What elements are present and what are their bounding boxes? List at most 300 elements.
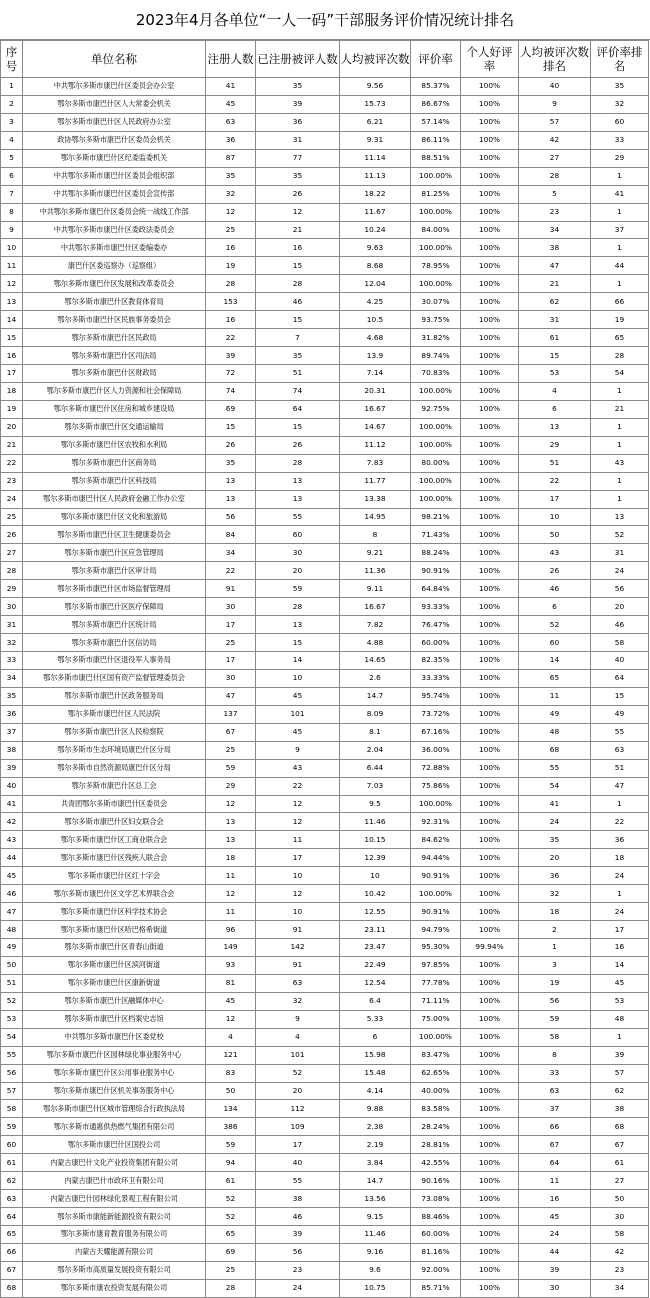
cell-registered-rated: 46 bbox=[256, 293, 340, 311]
cell-registered-rated: 13 bbox=[256, 616, 340, 634]
cell-positive-rate: 100% bbox=[461, 705, 519, 723]
cell-positive-rate: 100% bbox=[461, 1172, 519, 1190]
cell-positive-rate: 100% bbox=[461, 239, 519, 257]
cell-avg-ratings: 10 bbox=[340, 867, 411, 885]
table-row bbox=[1, 221, 649, 239]
cell-rating-rate: 42.55% bbox=[411, 1154, 461, 1172]
cell-avg-ratings-rank: 53 bbox=[519, 365, 591, 383]
cell-positive-rate: 100% bbox=[461, 526, 519, 544]
cell-avg-ratings-rank: 52 bbox=[519, 616, 591, 634]
cell-registered-rated: 15 bbox=[256, 257, 340, 275]
cell-avg-ratings-rank: 46 bbox=[519, 580, 591, 598]
cell-rating-rate: 70.83% bbox=[411, 365, 461, 383]
cell-avg-ratings-rank: 13 bbox=[519, 418, 591, 436]
cell-unit-name: 鄂尔多斯市康能新能源投资有限公司 bbox=[23, 1208, 206, 1226]
cell-registered: 34 bbox=[206, 544, 256, 562]
table-row bbox=[1, 95, 649, 113]
cell-rating-rate: 86.11% bbox=[411, 131, 461, 149]
cell-rating-rate-rank: 18 bbox=[591, 849, 649, 867]
cell-avg-ratings: 3.84 bbox=[340, 1154, 411, 1172]
cell-rating-rate-rank: 39 bbox=[591, 1046, 649, 1064]
cell-unit-name: 鄂尔多斯市康巴什区总工会 bbox=[23, 777, 206, 795]
header-row bbox=[1, 41, 649, 78]
cell-registered: 50 bbox=[206, 1082, 256, 1100]
table-row bbox=[1, 1010, 649, 1028]
cell-rating-rate-rank: 52 bbox=[591, 526, 649, 544]
cell-unit-name: 鄂尔多斯市康巴什区人大常委会机关 bbox=[23, 95, 206, 113]
table-row bbox=[1, 867, 649, 885]
cell-registered-rated: 52 bbox=[256, 1064, 340, 1082]
cell-registered: 65 bbox=[206, 1226, 256, 1244]
table-row bbox=[1, 472, 649, 490]
cell-rating-rate-rank: 1 bbox=[591, 167, 649, 185]
cell-index: 22 bbox=[1, 454, 23, 472]
cell-avg-ratings-rank: 59 bbox=[519, 1010, 591, 1028]
cell-registered: 30 bbox=[206, 598, 256, 616]
cell-index: 9 bbox=[1, 221, 23, 239]
cell-index: 21 bbox=[1, 436, 23, 454]
cell-positive-rate: 100% bbox=[461, 1261, 519, 1279]
cell-avg-ratings-rank: 23 bbox=[519, 203, 591, 221]
cell-positive-rate: 100% bbox=[461, 687, 519, 705]
table-row bbox=[1, 185, 649, 203]
table-row bbox=[1, 1208, 649, 1226]
cell-avg-ratings-rank: 29 bbox=[519, 436, 591, 454]
table-row bbox=[1, 885, 649, 903]
cell-registered-rated: 17 bbox=[256, 1136, 340, 1154]
cell-rating-rate: 93.75% bbox=[411, 311, 461, 329]
cell-rating-rate: 85.71% bbox=[411, 1279, 461, 1297]
cell-index: 1 bbox=[1, 78, 23, 96]
cell-registered-rated: 12 bbox=[256, 203, 340, 221]
cell-positive-rate: 100% bbox=[461, 1064, 519, 1082]
cell-avg-ratings-rank: 62 bbox=[519, 293, 591, 311]
cell-avg-ratings: 10.42 bbox=[340, 885, 411, 903]
table-row bbox=[1, 562, 649, 580]
cell-positive-rate: 100% bbox=[461, 669, 519, 687]
cell-rating-rate-rank: 50 bbox=[591, 1190, 649, 1208]
cell-index: 65 bbox=[1, 1226, 23, 1244]
cell-registered-rated: 74 bbox=[256, 382, 340, 400]
cell-index: 35 bbox=[1, 687, 23, 705]
cell-rating-rate: 72.88% bbox=[411, 759, 461, 777]
cell-index: 27 bbox=[1, 544, 23, 562]
cell-avg-ratings-rank: 49 bbox=[519, 705, 591, 723]
cell-index: 6 bbox=[1, 167, 23, 185]
cell-rating-rate-rank: 1 bbox=[591, 239, 649, 257]
header-avg-ratings-rank: 人均被评次数排名 bbox=[519, 41, 591, 78]
cell-positive-rate: 100% bbox=[461, 849, 519, 867]
cell-registered-rated: 38 bbox=[256, 1190, 340, 1208]
cell-avg-ratings-rank: 11 bbox=[519, 687, 591, 705]
cell-positive-rate: 100% bbox=[461, 382, 519, 400]
cell-rating-rate-rank: 41 bbox=[591, 185, 649, 203]
table-row bbox=[1, 921, 649, 939]
table-row bbox=[1, 239, 649, 257]
cell-rating-rate-rank: 57 bbox=[591, 1064, 649, 1082]
cell-index: 57 bbox=[1, 1082, 23, 1100]
cell-positive-rate: 100% bbox=[461, 759, 519, 777]
cell-index: 4 bbox=[1, 131, 23, 149]
cell-avg-ratings: 9.6 bbox=[340, 1261, 411, 1279]
table-row bbox=[1, 813, 649, 831]
cell-unit-name: 鄂尔多斯市康巴什区市场监督管理局 bbox=[23, 580, 206, 598]
cell-positive-rate: 100% bbox=[461, 347, 519, 365]
cell-registered-rated: 4 bbox=[256, 1028, 340, 1046]
header-registered: 注册人数 bbox=[206, 41, 256, 78]
cell-registered: 16 bbox=[206, 239, 256, 257]
cell-registered: 69 bbox=[206, 1243, 256, 1261]
cell-avg-ratings: 15.48 bbox=[340, 1064, 411, 1082]
cell-unit-name: 鄂尔多斯市康巴什区哈巴格希街道 bbox=[23, 921, 206, 939]
cell-registered-rated: 51 bbox=[256, 365, 340, 383]
cell-rating-rate-rank: 63 bbox=[591, 741, 649, 759]
cell-avg-ratings-rank: 32 bbox=[519, 885, 591, 903]
cell-avg-ratings: 2.38 bbox=[340, 1118, 411, 1136]
cell-unit-name: 鄂尔多斯市康巴什区教育体育局 bbox=[23, 293, 206, 311]
cell-rating-rate: 88.51% bbox=[411, 149, 461, 167]
cell-index: 47 bbox=[1, 903, 23, 921]
cell-positive-rate: 100% bbox=[461, 1136, 519, 1154]
cell-avg-ratings: 9.88 bbox=[340, 1100, 411, 1118]
cell-index: 8 bbox=[1, 203, 23, 221]
cell-avg-ratings: 8.09 bbox=[340, 705, 411, 723]
cell-rating-rate-rank: 68 bbox=[591, 1118, 649, 1136]
cell-registered: 29 bbox=[206, 777, 256, 795]
cell-index: 56 bbox=[1, 1064, 23, 1082]
cell-unit-name: 鄂尔多斯市康巴什区滨河街道 bbox=[23, 956, 206, 974]
sheet-title: 2023年4月各单位“一人一码”干部服务评价情况统计排名 bbox=[0, 0, 650, 40]
cell-avg-ratings-rank: 43 bbox=[519, 544, 591, 562]
cell-avg-ratings: 7.03 bbox=[340, 777, 411, 795]
cell-avg-ratings-rank: 37 bbox=[519, 1100, 591, 1118]
cell-registered-rated: 59 bbox=[256, 580, 340, 598]
table-row bbox=[1, 347, 649, 365]
cell-rating-rate: 100.00% bbox=[411, 885, 461, 903]
table-row bbox=[1, 382, 649, 400]
cell-avg-ratings-rank: 58 bbox=[519, 1028, 591, 1046]
cell-avg-ratings-rank: 56 bbox=[519, 992, 591, 1010]
table-row bbox=[1, 777, 649, 795]
cell-positive-rate: 100% bbox=[461, 365, 519, 383]
cell-registered-rated: 23 bbox=[256, 1261, 340, 1279]
cell-avg-ratings: 12.55 bbox=[340, 903, 411, 921]
cell-unit-name: 鄂尔多斯市康巴什区档案史志馆 bbox=[23, 1010, 206, 1028]
cell-registered-rated: 35 bbox=[256, 347, 340, 365]
cell-avg-ratings-rank: 10 bbox=[519, 508, 591, 526]
cell-unit-name: 鄂尔多斯市康巴什区民族事务委员会 bbox=[23, 311, 206, 329]
cell-rating-rate-rank: 67 bbox=[591, 1136, 649, 1154]
cell-unit-name: 中共鄂尔多斯市康巴什区委员会组织部 bbox=[23, 167, 206, 185]
cell-avg-ratings: 11.67 bbox=[340, 203, 411, 221]
cell-rating-rate: 90.91% bbox=[411, 867, 461, 885]
table-row bbox=[1, 1118, 649, 1136]
cell-avg-ratings-rank: 6 bbox=[519, 400, 591, 418]
cell-positive-rate: 100% bbox=[461, 598, 519, 616]
table-row bbox=[1, 992, 649, 1010]
cell-unit-name: 鄂尔多斯市生态环境局康巴什区分局 bbox=[23, 741, 206, 759]
cell-registered: 11 bbox=[206, 867, 256, 885]
cell-rating-rate: 84.00% bbox=[411, 221, 461, 239]
cell-rating-rate-rank: 1 bbox=[591, 203, 649, 221]
cell-positive-rate: 100% bbox=[461, 992, 519, 1010]
cell-rating-rate: 78.95% bbox=[411, 257, 461, 275]
cell-registered-rated: 56 bbox=[256, 1243, 340, 1261]
cell-registered: 13 bbox=[206, 472, 256, 490]
cell-registered: 16 bbox=[206, 311, 256, 329]
cell-index: 63 bbox=[1, 1190, 23, 1208]
cell-registered-rated: 9 bbox=[256, 741, 340, 759]
cell-rating-rate-rank: 40 bbox=[591, 652, 649, 670]
cell-avg-ratings: 11.46 bbox=[340, 1226, 411, 1244]
cell-positive-rate: 100% bbox=[461, 508, 519, 526]
cell-unit-name: 鄂尔多斯市康巴什区应急管理局 bbox=[23, 544, 206, 562]
cell-avg-ratings: 4.25 bbox=[340, 293, 411, 311]
cell-rating-rate-rank: 42 bbox=[591, 1243, 649, 1261]
cell-positive-rate: 100% bbox=[461, 472, 519, 490]
cell-index: 66 bbox=[1, 1243, 23, 1261]
cell-registered-rated: 24 bbox=[256, 1279, 340, 1297]
cell-rating-rate-rank: 58 bbox=[591, 634, 649, 652]
cell-avg-ratings: 14.7 bbox=[340, 687, 411, 705]
cell-rating-rate: 30.07% bbox=[411, 293, 461, 311]
cell-index: 33 bbox=[1, 652, 23, 670]
cell-unit-name: 内蒙古天耀能源有限公司 bbox=[23, 1243, 206, 1261]
cell-avg-ratings-rank: 30 bbox=[519, 1279, 591, 1297]
cell-avg-ratings: 9.56 bbox=[340, 78, 411, 96]
cell-rating-rate: 88.46% bbox=[411, 1208, 461, 1226]
cell-avg-ratings-rank: 14 bbox=[519, 652, 591, 670]
cell-unit-name: 鄂尔多斯市康巴什区卫生健康委员会 bbox=[23, 526, 206, 544]
ranking-table bbox=[0, 40, 649, 1298]
cell-rating-rate-rank: 48 bbox=[591, 1010, 649, 1028]
table-body bbox=[1, 78, 649, 1298]
cell-avg-ratings: 6.4 bbox=[340, 992, 411, 1010]
cell-rating-rate-rank: 51 bbox=[591, 759, 649, 777]
cell-unit-name: 鄂尔多斯市康巴什区司法局 bbox=[23, 347, 206, 365]
cell-rating-rate-rank: 37 bbox=[591, 221, 649, 239]
cell-registered: 84 bbox=[206, 526, 256, 544]
cell-positive-rate: 100% bbox=[461, 867, 519, 885]
cell-index: 13 bbox=[1, 293, 23, 311]
cell-avg-ratings: 11.13 bbox=[340, 167, 411, 185]
cell-rating-rate: 100.00% bbox=[411, 275, 461, 293]
cell-registered: 13 bbox=[206, 831, 256, 849]
cell-unit-name: 鄂尔多斯市康巴什区康新街道 bbox=[23, 974, 206, 992]
cell-registered: 35 bbox=[206, 167, 256, 185]
cell-registered: 28 bbox=[206, 275, 256, 293]
cell-index: 48 bbox=[1, 921, 23, 939]
table-row bbox=[1, 1100, 649, 1118]
cell-positive-rate: 100% bbox=[461, 257, 519, 275]
cell-registered-rated: 109 bbox=[256, 1118, 340, 1136]
cell-registered: 41 bbox=[206, 78, 256, 96]
cell-rating-rate-rank: 1 bbox=[591, 418, 649, 436]
cell-rating-rate-rank: 21 bbox=[591, 400, 649, 418]
cell-avg-ratings: 8 bbox=[340, 526, 411, 544]
cell-rating-rate-rank: 55 bbox=[591, 723, 649, 741]
cell-rating-rate: 36.00% bbox=[411, 741, 461, 759]
cell-registered: 45 bbox=[206, 95, 256, 113]
cell-rating-rate-rank: 56 bbox=[591, 580, 649, 598]
table-row bbox=[1, 365, 649, 383]
cell-avg-ratings: 23.11 bbox=[340, 921, 411, 939]
table-row bbox=[1, 795, 649, 813]
cell-rating-rate-rank: 28 bbox=[591, 347, 649, 365]
cell-avg-ratings-rank: 41 bbox=[519, 795, 591, 813]
cell-index: 50 bbox=[1, 956, 23, 974]
table-row bbox=[1, 652, 649, 670]
cell-rating-rate-rank: 1 bbox=[591, 490, 649, 508]
cell-rating-rate-rank: 1 bbox=[591, 1028, 649, 1046]
cell-registered-rated: 15 bbox=[256, 634, 340, 652]
cell-rating-rate-rank: 20 bbox=[591, 598, 649, 616]
cell-index: 32 bbox=[1, 634, 23, 652]
cell-positive-rate: 100% bbox=[461, 795, 519, 813]
table-row bbox=[1, 526, 649, 544]
cell-rating-rate: 93.33% bbox=[411, 598, 461, 616]
cell-avg-ratings: 8.1 bbox=[340, 723, 411, 741]
table-row bbox=[1, 849, 649, 867]
table-row bbox=[1, 956, 649, 974]
cell-registered-rated: 9 bbox=[256, 1010, 340, 1028]
cell-unit-name: 鄂尔多斯市康巴什区住房和城乡建设局 bbox=[23, 400, 206, 418]
cell-rating-rate: 100.00% bbox=[411, 203, 461, 221]
cell-rating-rate-rank: 43 bbox=[591, 454, 649, 472]
cell-positive-rate: 100% bbox=[461, 311, 519, 329]
cell-positive-rate: 100% bbox=[461, 221, 519, 239]
cell-avg-ratings: 8.68 bbox=[340, 257, 411, 275]
cell-registered: 12 bbox=[206, 203, 256, 221]
table-row bbox=[1, 939, 649, 957]
cell-avg-ratings-rank: 3 bbox=[519, 956, 591, 974]
cell-avg-ratings: 9.63 bbox=[340, 239, 411, 257]
cell-avg-ratings-rank: 19 bbox=[519, 974, 591, 992]
cell-rating-rate: 64.84% bbox=[411, 580, 461, 598]
cell-index: 24 bbox=[1, 490, 23, 508]
cell-avg-ratings: 9.31 bbox=[340, 131, 411, 149]
cell-positive-rate: 100% bbox=[461, 1046, 519, 1064]
cell-index: 16 bbox=[1, 347, 23, 365]
header-positive-rate: 个人好评率 bbox=[461, 41, 519, 78]
cell-positive-rate: 100% bbox=[461, 203, 519, 221]
cell-registered-rated: 32 bbox=[256, 992, 340, 1010]
cell-avg-ratings: 4.68 bbox=[340, 329, 411, 347]
cell-avg-ratings: 16.67 bbox=[340, 598, 411, 616]
cell-unit-name: 鄂尔多斯市康巴什区医疗保障局 bbox=[23, 598, 206, 616]
cell-rating-rate: 97.85% bbox=[411, 956, 461, 974]
cell-avg-ratings: 13.38 bbox=[340, 490, 411, 508]
cell-index: 15 bbox=[1, 329, 23, 347]
cell-unit-name: 政协鄂尔多斯市康巴什区委员会机关 bbox=[23, 131, 206, 149]
cell-positive-rate: 100% bbox=[461, 741, 519, 759]
cell-registered-rated: 28 bbox=[256, 598, 340, 616]
cell-registered: 15 bbox=[206, 418, 256, 436]
table-row bbox=[1, 544, 649, 562]
cell-avg-ratings-rank: 24 bbox=[519, 813, 591, 831]
header-registered-rated: 已注册被评人数 bbox=[256, 41, 340, 78]
cell-avg-ratings-rank: 35 bbox=[519, 831, 591, 849]
cell-rating-rate-rank: 34 bbox=[591, 1279, 649, 1297]
cell-avg-ratings-rank: 61 bbox=[519, 329, 591, 347]
cell-unit-name: 鄂尔多斯市康巴什区人民政府办公室 bbox=[23, 113, 206, 131]
cell-registered-rated: 36 bbox=[256, 113, 340, 131]
cell-rating-rate: 60.00% bbox=[411, 1226, 461, 1244]
cell-registered: 4 bbox=[206, 1028, 256, 1046]
cell-registered-rated: 40 bbox=[256, 1154, 340, 1172]
cell-avg-ratings-rank: 39 bbox=[519, 1261, 591, 1279]
cell-avg-ratings-rank: 21 bbox=[519, 275, 591, 293]
cell-registered: 59 bbox=[206, 1136, 256, 1154]
cell-index: 23 bbox=[1, 472, 23, 490]
cell-rating-rate: 100.00% bbox=[411, 167, 461, 185]
cell-rating-rate-rank: 45 bbox=[591, 974, 649, 992]
cell-rating-rate-rank: 1 bbox=[591, 795, 649, 813]
cell-registered-rated: 55 bbox=[256, 1172, 340, 1190]
cell-rating-rate: 57.14% bbox=[411, 113, 461, 131]
cell-rating-rate-rank: 36 bbox=[591, 831, 649, 849]
table-row bbox=[1, 149, 649, 167]
cell-avg-ratings-rank: 31 bbox=[519, 311, 591, 329]
cell-registered-rated: 77 bbox=[256, 149, 340, 167]
cell-rating-rate-rank: 27 bbox=[591, 1172, 649, 1190]
cell-registered: 30 bbox=[206, 669, 256, 687]
cell-rating-rate-rank: 24 bbox=[591, 867, 649, 885]
cell-index: 7 bbox=[1, 185, 23, 203]
cell-index: 44 bbox=[1, 849, 23, 867]
table-row bbox=[1, 113, 649, 131]
table-row bbox=[1, 1243, 649, 1261]
cell-index: 68 bbox=[1, 1279, 23, 1297]
cell-rating-rate-rank: 14 bbox=[591, 956, 649, 974]
cell-rating-rate-rank: 53 bbox=[591, 992, 649, 1010]
cell-registered: 137 bbox=[206, 705, 256, 723]
cell-unit-name: 鄂尔多斯市康巴什区人民检察院 bbox=[23, 723, 206, 741]
cell-avg-ratings: 14.67 bbox=[340, 418, 411, 436]
cell-unit-name: 鄂尔多斯市康巴什区交通运输局 bbox=[23, 418, 206, 436]
table-row bbox=[1, 400, 649, 418]
cell-avg-ratings: 10.15 bbox=[340, 831, 411, 849]
cell-index: 31 bbox=[1, 616, 23, 634]
cell-rating-rate: 81.16% bbox=[411, 1243, 461, 1261]
cell-registered: 59 bbox=[206, 759, 256, 777]
cell-index: 49 bbox=[1, 939, 23, 957]
table-row bbox=[1, 293, 649, 311]
cell-rating-rate-rank: 46 bbox=[591, 616, 649, 634]
cell-positive-rate: 100% bbox=[461, 1154, 519, 1172]
cell-registered-rated: 10 bbox=[256, 867, 340, 885]
table-row bbox=[1, 616, 649, 634]
table-row bbox=[1, 203, 649, 221]
cell-rating-rate-rank: 24 bbox=[591, 903, 649, 921]
cell-rating-rate: 100.00% bbox=[411, 472, 461, 490]
table-row bbox=[1, 903, 649, 921]
cell-registered-rated: 12 bbox=[256, 795, 340, 813]
cell-unit-name: 鄂尔多斯市康巴什区城市管理综合行政执法局 bbox=[23, 1100, 206, 1118]
cell-registered: 12 bbox=[206, 885, 256, 903]
cell-index: 42 bbox=[1, 813, 23, 831]
cell-registered-rated: 101 bbox=[256, 1046, 340, 1064]
cell-avg-ratings: 2.04 bbox=[340, 741, 411, 759]
cell-index: 62 bbox=[1, 1172, 23, 1190]
table-row bbox=[1, 257, 649, 275]
cell-rating-rate: 67.16% bbox=[411, 723, 461, 741]
cell-avg-ratings: 9.11 bbox=[340, 580, 411, 598]
cell-rating-rate-rank: 62 bbox=[591, 1082, 649, 1100]
cell-avg-ratings: 9.5 bbox=[340, 795, 411, 813]
cell-rating-rate: 62.65% bbox=[411, 1064, 461, 1082]
cell-registered: 83 bbox=[206, 1064, 256, 1082]
